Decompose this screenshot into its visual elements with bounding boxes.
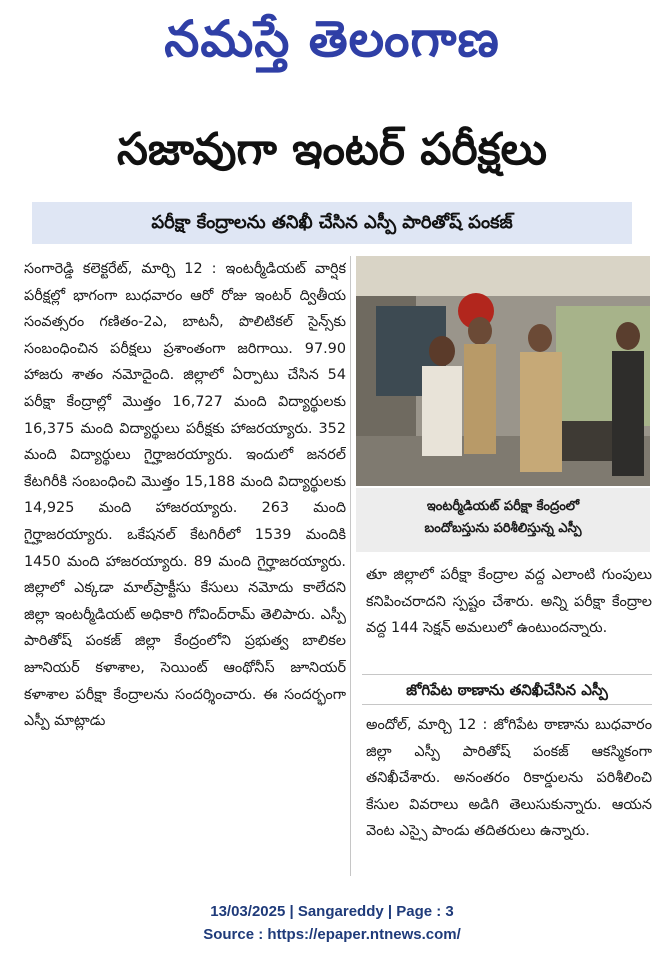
article-body-right-top: తూ జిల్లాలో పరీక్షా కేంద్రాల వద్ద ఎలాంటి గుంపులు కనిపించరాదని స్పష్టం చేశారు. అన్ని పరీక్షా కేంద్రాల వద్ద 144 సెక్షన్ అమలులో ఉంటుందన్నారు. bbox=[366, 567, 652, 637]
edition-footer: 13/03/2025 | Sangareddy | Page : 3 bbox=[210, 903, 454, 920]
article-body-left-column bbox=[24, 256, 346, 878]
photo-caption-line-2: బందోబస్తును పరిశీలిస్తున్న ఎస్పీ bbox=[424, 521, 582, 536]
section-divider-top bbox=[362, 674, 652, 675]
column-divider bbox=[350, 256, 351, 876]
section-divider-bottom bbox=[362, 704, 652, 705]
article-body-right-bottom: అందోల్, మార్చి 12 : జోగిపేట ఠాణాను బుధవారం జిల్లా ఎస్పీ పారితోష్ పంకజ్ ఆకస్మికంగా తనిఖీచేశారు. అనంతరం రికార్డులను పరిశీలించి కేసుల వివరాలు అడిగి తెలుసుకున్నారు. ఆయన వెంట ఎస్సై పాండు తదితరులు ఉన్నారు. bbox=[366, 717, 652, 840]
photo-illustration bbox=[356, 256, 650, 486]
article-subheading-2: జోగిపేట ఠాణాను తనిఖీచేసిన ఎస్పీ bbox=[406, 681, 608, 699]
photo-caption-line-1: ఇంటర్మీడియట్ పరీక్షా కేంద్రంలో bbox=[426, 499, 580, 514]
photo-caption bbox=[356, 488, 650, 552]
article-body-right-top-column bbox=[366, 562, 652, 672]
article-body-right-bottom-column bbox=[366, 712, 652, 878]
article-subheadline: పరీక్షా కేంద్రాలను తనిఖీ చేసిన ఎస్పీ పారితోష్ పంకజ్ bbox=[151, 212, 513, 233]
article-body-left: సంగారెడ్డి కలెక్టరేట్, మార్చి 12 : ఇంటర్మీడియట్ వార్షిక పరీక్షల్లో భాగంగా బుధవారం ఆరో రోజు ఇంటర్ ద్వితీయ సంవత్సరం గణితం-2ఎ, బాటనీ, పొలిటికల్ సైన్స్‌కు సంబంధించిన పరీక్షలు ప్రశాంతంగా జరిగాయి. 97.90 హాజరు శాతం నమోదైంది. జిల్లాలో ఏర్పాటు చేసిన 54 పరీక్షా కేంద్రాల్లో మొత్తం 16,727 మంది విద్యార్థులకు 16,375 మంది విద్యార్థులు పరీక్షకు హాజరయ్యారు. 352 మంది విద్యార్థులు గైర్హాజరయ్యారు. ఇందులో జనరల్ కేటగిరీకి సంబంధించి మొత్తం 15,188 మంది విద్యార్థులకు 14,925 మంది హాజరయ్యారు. 263 మంది గైర్హాజరయ్యారు. ఒకేషనల్ కేటగిరీలో 1539 మందికి 1450 మంది హాజరయ్యారు. 89 మంది గైర్హాజరయ్యారు. జిల్లాలో ఎక్కడా మాల్‌ప్రాక్టీసు కేసులు నమోదు కాలేదని జిల్లా ఇంటర్మీడియట్ అధికారి గోవింద్‌రామ్ తెలిపారు. ఎస్పీ పారితోష్ పంకజ్ జిల్లా కేంద్రంలోని ప్రభుత్వ బాలికల జూనియర్ కళాశాల, సెయింట్ ఆంథోనీస్ జూనియర్ కళాశాల పరీక్షా కేంద్రాలను సందర్శించారు. ఈ సందర్భంగా ఎస్పీ మాట్లాడు bbox=[24, 261, 346, 730]
article-photo bbox=[356, 256, 650, 486]
masthead-logo: నమస్తే తెలంగాణ bbox=[164, 9, 500, 68]
source-footer: Source : https://epaper.ntnews.com/ bbox=[203, 926, 461, 943]
article-headline: సజావుగా ఇంటర్ పరీక్షలు bbox=[116, 124, 548, 175]
